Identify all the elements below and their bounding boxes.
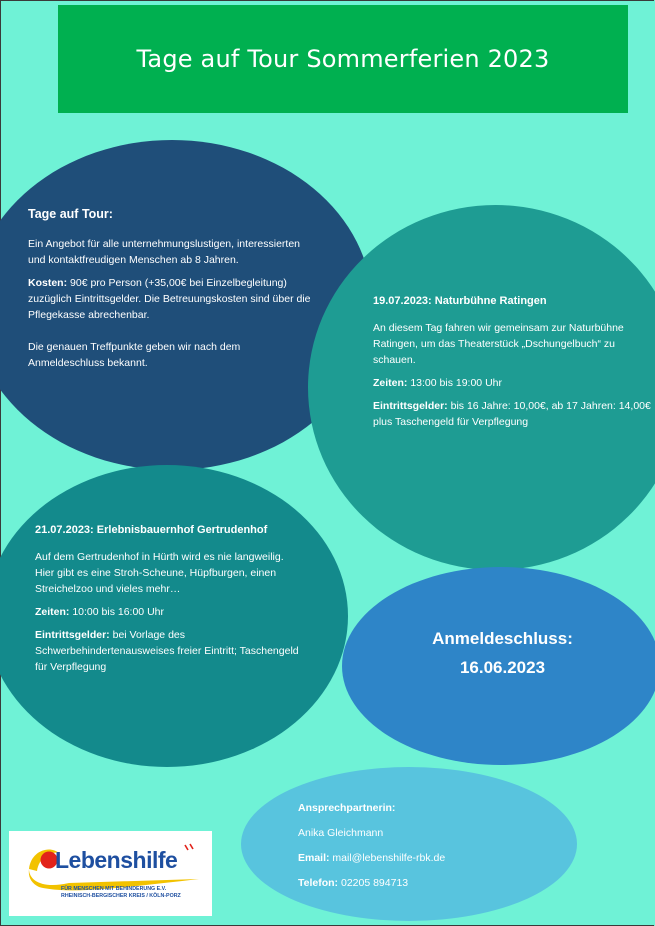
event1-times-label: Zeiten: — [373, 377, 408, 389]
intro-costs — [28, 275, 318, 323]
logo-subline-1: FÜR MENSCHEN MIT BEHINDERUNG E.V. — [61, 886, 167, 892]
event1-heading: 19.07.2023: Naturbühne Ratingen — [373, 295, 547, 307]
costs-label: Kosten: — [28, 277, 68, 289]
event1-fees-text: bis 16 Jahre: 10,00€, ab 17 Jahren: 14,00€ plus Taschengeld für Verpflegung — [373, 400, 651, 428]
contact-name: Anika Gleichmann — [298, 827, 384, 839]
event2-fees — [35, 627, 305, 675]
intro-heading: Tage auf Tour: — [28, 207, 113, 221]
event2-description: Auf dem Gertrudenhof in Hürth wird es nie langweilig. Hier gibt es eine Stroh-Scheune, Hüpfburgen, einen Streichelzoo und vieles mehr… — [35, 551, 284, 595]
event2-times — [35, 604, 305, 620]
contact-section — [298, 800, 568, 900]
logo-wordmark: Lebenshilfe — [55, 847, 178, 873]
intro-description: Ein Angebot für alle unternehmungslustigen, interessierten und kontaktfreudigen Menschen ab 8 Jahren. — [28, 238, 301, 266]
deadline-date: 16.06.2023 — [459, 658, 546, 677]
event1-description: An diesem Tag fahren wir gemeinsam zur Naturbühne Ratingen, um das Theaterstück „Dschungelbuch“ zu schauen. — [373, 322, 624, 366]
costs-text: 90€ pro Person (+35,00€ bei Einzelbegleitung) zuzüglich Eintrittsgelder. Die Betreuungskosten sind über die Pflegekasse abrechenbar. — [28, 277, 311, 321]
event1-fees-label: Eintrittsgelder: — [373, 400, 448, 412]
meeting-note: Die genauen Treffpunkte geben wir nach dem Anmeldeschluss bekannt. — [28, 341, 241, 369]
event2-fees-text: bei Vorlage des Schwerbehindertenausweises freier Eintritt; Taschengeld für Verpflegung — [35, 629, 299, 673]
contact-heading-text: Ansprechpartnerin: — [298, 802, 396, 814]
event1-times — [373, 375, 653, 391]
event2-times-label: Zeiten: — [35, 606, 70, 618]
email-label: Email: — [298, 852, 330, 864]
phone-label: Telefon: — [298, 877, 339, 889]
event2-section — [35, 522, 305, 682]
logo-subline — [61, 886, 211, 900]
lebenshilfe-logo — [9, 831, 212, 916]
event1-fees — [373, 398, 653, 430]
logo-subline-2: RHEINISCH-BERGISCHER KREIS / KÖLN-PORZ — [61, 893, 181, 899]
contact-phone — [298, 875, 568, 891]
contact-email — [298, 850, 568, 866]
contact-heading — [298, 800, 568, 816]
title-banner — [58, 5, 628, 113]
event2-heading: 21.07.2023: Erlebnisbauernhof Gertrudenhof — [35, 524, 268, 536]
intro-section — [28, 206, 318, 378]
deadline-label: Anmeldeschluss: — [432, 629, 573, 648]
phone-number: 02205 894713 — [338, 877, 409, 889]
email-link[interactable]: mail@lebenshilfe-rbk.de — [329, 852, 446, 864]
page-title: Tage auf Tour Sommerferien 2023 — [136, 45, 550, 73]
event2-times-text: 10:00 bis 16:00 Uhr — [69, 606, 164, 618]
event1-section — [373, 293, 653, 437]
event2-fees-label: Eintrittsgelder: — [35, 629, 110, 641]
deadline-section — [380, 624, 625, 682]
event1-times-text: 13:00 bis 19:00 Uhr — [407, 377, 502, 389]
